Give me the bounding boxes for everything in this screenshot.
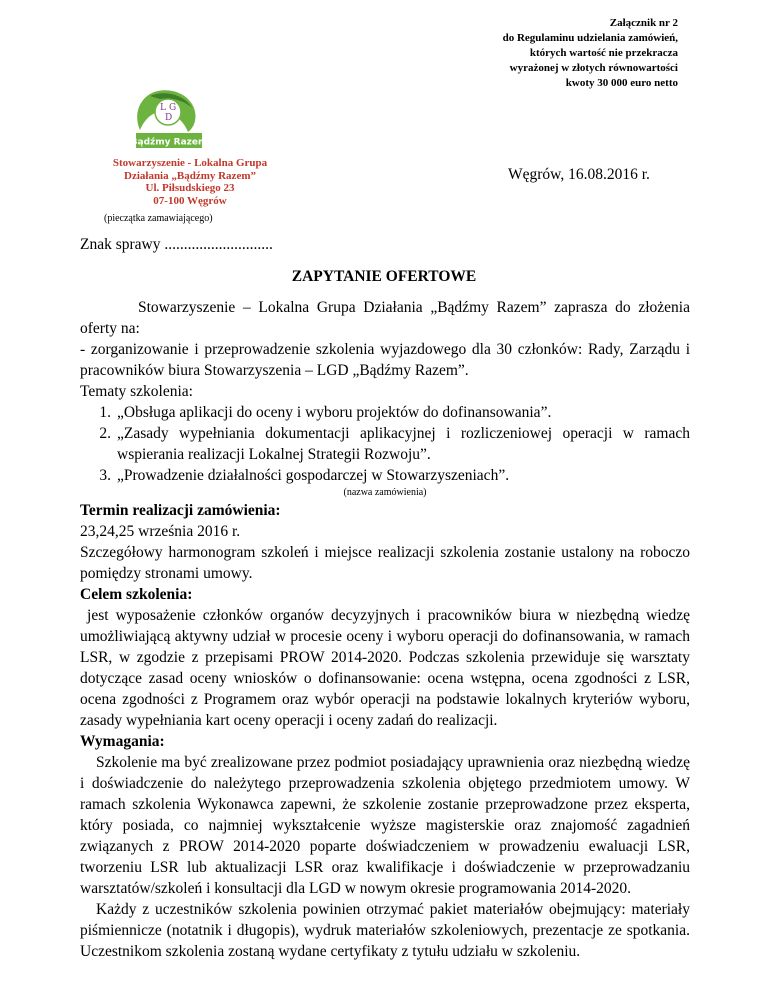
annex-line: których wartość nie przekracza [529,47,678,59]
annex-line: kwoty 30 000 euro netto [565,77,678,89]
organization-line: Stowarzyszenie - Lokalna Grupa [112,157,268,169]
stamp-label: (pieczątka zamawiającego) [104,213,213,224]
document-body [80,297,694,962]
term-dates: 23,24,25 września 2016 r. [80,523,241,540]
topic-number: 3. [99,467,111,484]
annex-header [378,16,678,91]
topic-number: 1. [99,404,111,421]
organization-line: Działania „Bądźmy Razem” [124,169,256,182]
lgd-logo [126,86,210,154]
topic-item [80,402,690,423]
goal-text: jest wyposażenie członków organów decyzyjnych i pracowników biura w niezbędną wiedzę umożliwiającą aktywny udział w procesie oceny i wyboru operacji do dofinansowania, w ramach LSR, w zgodzie z przepisami PROW 2014-2020. Podczas szkolenia przewiduje się warsztaty dotyczące zasad oceny wniosków o dofinansowanie: ocena wstępna, ocena zgodności z LSR, ocena zgodności z Programem oraz wybór operacji na podstawie lokalnych kryteriów wyboru, zasady wypełniania kart oceny operacji i oceny zadań do realizacji. [80,607,694,729]
topic-text: „Obsługa aplikacji do oceny i wyboru projektów do dofinansowania”. [117,404,552,421]
organization-line: Ul. Piłsudskiego 23 [145,182,235,194]
logo-banner-text: Bądźmy Razem [130,137,208,148]
term-details: Szczegółowy harmonogram szkoleń i miejsce realizacji szkolenia zostanie ustalony na roboczo pomiędzy stronami umowy. [80,544,690,582]
requirements-heading: Wymagania: [80,733,165,750]
topic-item [80,465,690,486]
logo-letter: L [160,103,166,113]
logo-letter: G [169,103,177,113]
topic-text: „Prowadzenie działalności gospodarczej w Stowarzyszeniach”. [117,467,510,484]
document-title: ZAPYTANIE OFERTOWE [291,268,477,285]
annex-line: do Regulaminu udzielania zamówień, [502,32,678,44]
intro-subject: - zorganizowanie i przeprowadzenie szkolenia wyjazdowego dla 30 członków: Rady, Zarządu i pracowników biura Stowarzyszenia – LGD „Bądźmy Razem”. [80,341,690,379]
goal-heading: Celem szkolenia: [80,586,193,603]
topic-number: 2. [99,425,111,442]
place-date: Węgrów, 16.08.2016 r. [508,166,650,183]
topic-item [80,423,690,465]
intro-line: Stowarzyszenie – Lokalna Grupa Działania „Bądźmy Razem” zaprasza do złożenia [138,299,690,316]
annex-line: wyrażonej w złotych równowartości [509,62,678,74]
lgd-logo-graphic [126,86,210,154]
requirements-paragraph: Szkolenie ma być zrealizowane przez podmiot posiadający uprawnienia oraz niezbędną wiedzę i doświadczenie do należytego przeprowadzenia szkolenia objętego przedmiotem umowy. W ramach szkolenia Wykonawca zapewni, że szkolenie zostanie przeprowadzone przez eksperta, który posiada, co najmniej wykształcenie wyższe magisterskie oraz znajomość zagadnień związanych z PROW 2014-2020 poparte doświadczeniem w prowadzeniu ewaluacji LSR, tworzeniu LSR lub aktualizacji LSR oraz kwalifikacje i doświadczenie w przeprowadzaniu warsztatów/szkoleń i konsultacji dla LGD w nowym okresie programowania 2014-2020. [80,754,690,897]
annex-line: Załącznik nr 2 [609,17,678,29]
case-reference: Znak sprawy ............................ [80,236,273,253]
topic-text: „Zasady wypełniania dokumentacji aplikacyjnej i rozliczeniowej operacji w ramach wspierania realizacji Lokalnej Strategii Rozwoju”. [117,425,690,463]
requirements-paragraph: Każdy z uczestników szkolenia powinien otrzymać pakiet materiałów obejmujący: materiały piśmiennicze (notatnik i długopis), wydruk materiałów szkoleniowych, prezentacje ze spotkania. Uczestnikom szkolenia zostaną wydane certyfikaty z tytułu udziału w szkoleniu. [80,901,690,960]
logo-letter: D [165,113,173,123]
intro-line: oferty na: [80,320,140,337]
term-heading: Termin realizacji zamówienia: [80,502,281,519]
organization-line: 07-100 Węgrów [153,194,227,207]
organization-stamp [95,157,285,207]
order-name-label: (nazwa zamówienia) [343,487,427,498]
topics-label: Tematy szkolenia: [80,383,193,400]
